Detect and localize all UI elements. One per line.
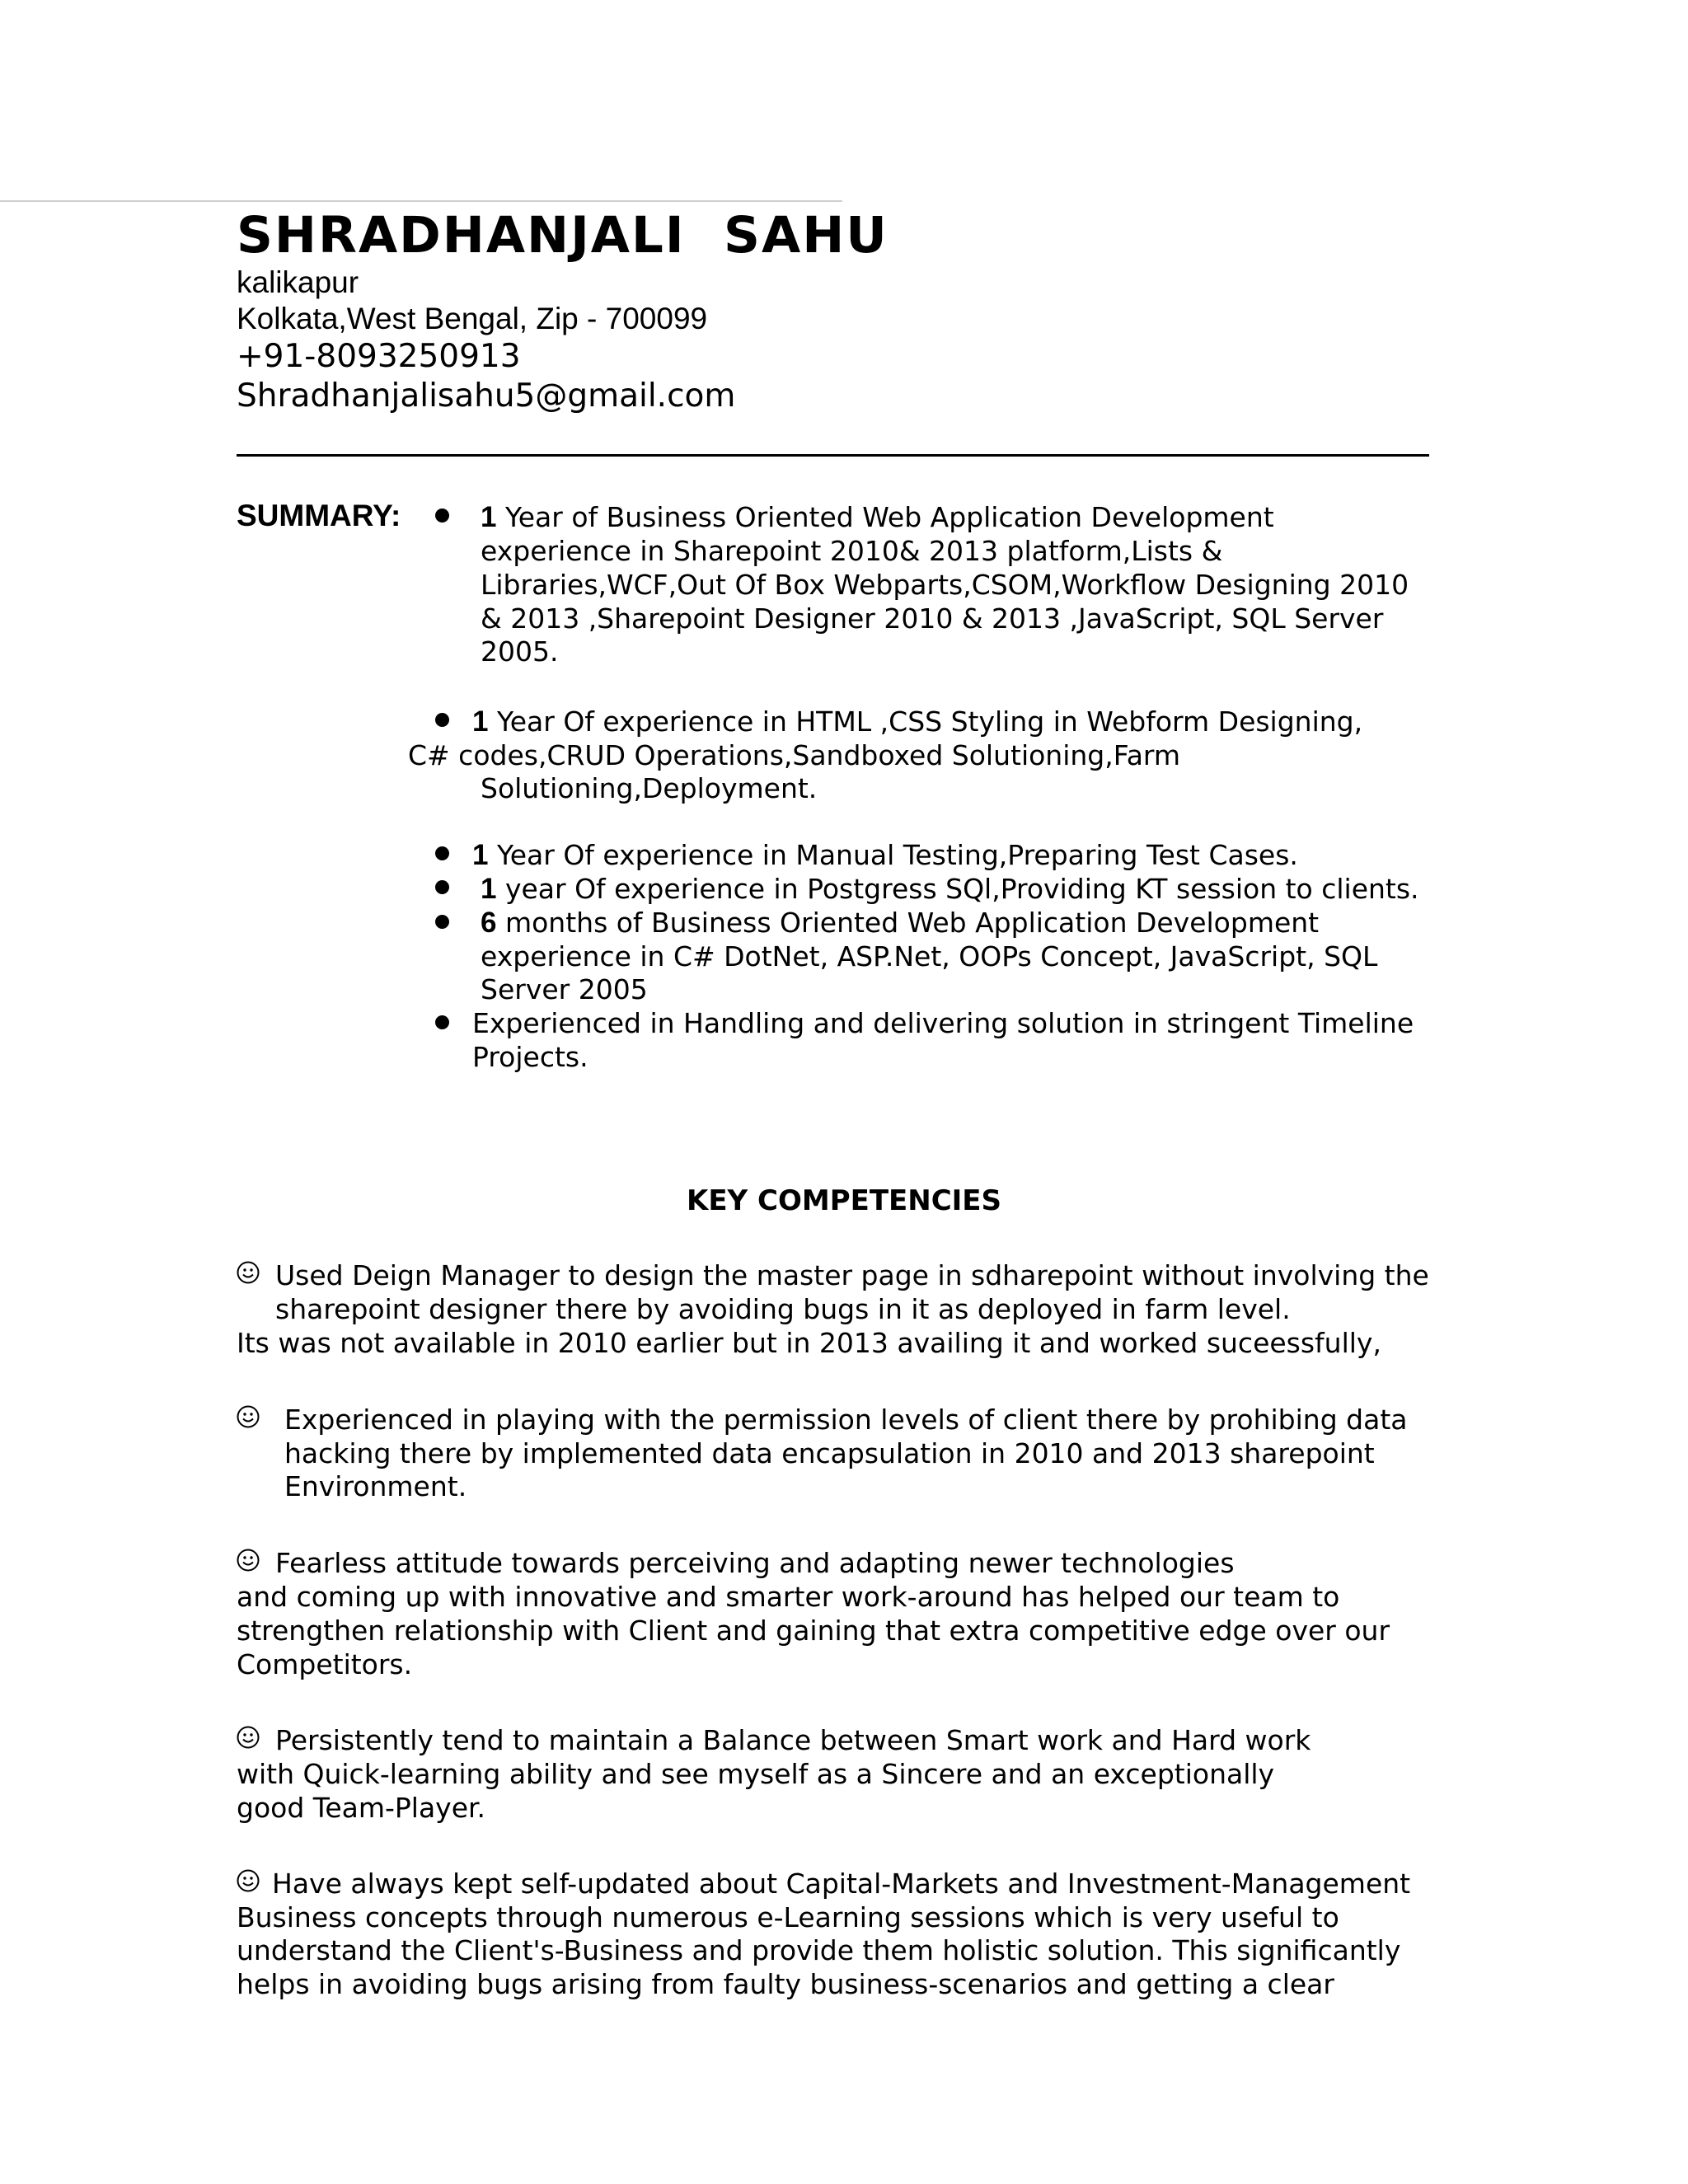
- summary-item-3-line-1: 1 Year Of experience in Manual Testing,Preparing Test Cases.: [472, 839, 1298, 871]
- competency-4-line-3: good Team-Player.: [237, 1792, 486, 1824]
- summary-item-5-line-2: experience in C# DotNet, ASP.Net, OOPs Concept, JavaScript, SQL: [481, 940, 1378, 972]
- competency-3-line-2: and coming up with innovative and smarter work-around has helped our team to: [237, 1581, 1340, 1613]
- competency-4-line-1: Persistently tend to maintain a Balance between Smart work and Hard work: [275, 1724, 1311, 1756]
- smiley-icon: [237, 1261, 260, 1284]
- competency-1-line-2: sharepoint designer there by avoiding bugs in it as deployed in farm level.: [275, 1293, 1291, 1325]
- competency-2-line-3: Environment.: [284, 1470, 467, 1502]
- phone-number: +91-8093250913: [237, 338, 521, 375]
- summary-item-1-lead: 1: [481, 501, 497, 533]
- summary-item-5-line-3: Server 2005: [481, 973, 648, 1005]
- competency-5-line-3: understand the Client's-Business and provide them holistic solution. This significantly: [237, 1934, 1401, 1966]
- summary-item-1-line-5: 2005.: [481, 635, 559, 668]
- competency-3-line-3: strengthen relationship with Client and gaining that extra competitive edge over our: [237, 1615, 1390, 1647]
- summary-label: SUMMARY:: [237, 499, 401, 532]
- bullet-dot: [435, 846, 449, 860]
- summary-item-1-line-3: Libraries,WCF,Out Of Box Webparts,CSOM,Workflow Designing 2010: [481, 569, 1409, 601]
- smiley-icon: [237, 1726, 260, 1749]
- competency-3-line-1: Fearless attitude towards perceiving and adapting newer technologies: [275, 1547, 1235, 1579]
- header-divider: [237, 454, 1429, 457]
- competency-1-line-3: Its was not available in 2010 earlier but in 2013 availing it and worked suceessfully,: [237, 1327, 1381, 1359]
- bullet-dot: [435, 1015, 449, 1029]
- smiley-icon: [237, 1869, 260, 1892]
- competency-2-line-2: hacking there by implemented data encapsulation in 2010 and 2013 sharepoint: [284, 1437, 1375, 1469]
- bullet-dot: [435, 915, 449, 929]
- top-rule: [0, 200, 842, 202]
- competency-1-line-1: Used Deign Manager to design the master page in sdharepoint without involving the: [275, 1259, 1429, 1291]
- summary-item-1-line-2: experience in Sharepoint 2010& 2013 platform,Lists &: [481, 535, 1223, 567]
- competency-5-line-1: Have always kept self-updated about Capital-Markets and Investment-Management: [272, 1868, 1411, 1900]
- summary-item-5-lead: 6: [481, 907, 497, 939]
- competency-4-line-2: with Quick-learning ability and see myself as a Sincere and an exceptionally: [237, 1758, 1275, 1790]
- competency-5-line-2: Business concepts through numerous e-Learning sessions which is very useful to: [237, 1901, 1339, 1933]
- summary-item-6-line-1: Experienced in Handling and delivering solution in stringent Timeline: [472, 1007, 1414, 1039]
- summary-item-1-line-1: 1 Year of Business Oriented Web Application Development: [481, 501, 1274, 533]
- smiley-icon: [237, 1549, 260, 1572]
- bullet-dot: [435, 713, 449, 727]
- address-line-2: Kolkata,West Bengal, Zip - 700099: [237, 302, 708, 335]
- summary-item-2-line-1: 1 Year Of experience in HTML ,CSS Styling in Webform Designing,: [472, 705, 1363, 738]
- summary-item-2-line-3: Solutioning,Deployment.: [481, 772, 818, 804]
- candidate-name: SHRADHANJALI SAHU: [237, 206, 889, 265]
- competency-5-line-4: helps in avoiding bugs arising from faulty business-scenarios and getting a clear: [237, 1968, 1334, 2000]
- competency-3-line-4: Competitors.: [237, 1648, 413, 1680]
- summary-item-2-lead: 1: [472, 705, 489, 738]
- summary-item-5-line-1: 6 months of Business Oriented Web Application Development: [481, 907, 1320, 939]
- summary-item-2-line-2: C# codes,CRUD Operations,Sandboxed Solutioning,Farm: [408, 739, 1181, 771]
- email-address: Shradhanjalisahu5@gmail.com: [237, 377, 736, 415]
- smiley-icon: [237, 1405, 260, 1428]
- summary-item-4-line-1: 1 year Of experience in Postgress SQl,Providing KT session to clients.: [481, 873, 1419, 905]
- summary-item-4-lead: 1: [481, 873, 497, 905]
- summary-item-6-line-2: Projects.: [472, 1041, 588, 1073]
- bullet-dot: [435, 880, 449, 894]
- summary-item-3-lead: 1: [472, 839, 489, 871]
- competency-2-line-1: Experienced in playing with the permission levels of client there by prohibing data: [284, 1404, 1408, 1436]
- summary-item-1-line-4: & 2013 ,Sharepoint Designer 2010 & 2013 ,JavaScript, SQL Server: [481, 602, 1384, 635]
- address-line-1: kalikapur: [237, 265, 359, 299]
- bullet-dot: [435, 509, 449, 523]
- key-competencies-heading: KEY COMPETENCIES: [686, 1184, 1002, 1217]
